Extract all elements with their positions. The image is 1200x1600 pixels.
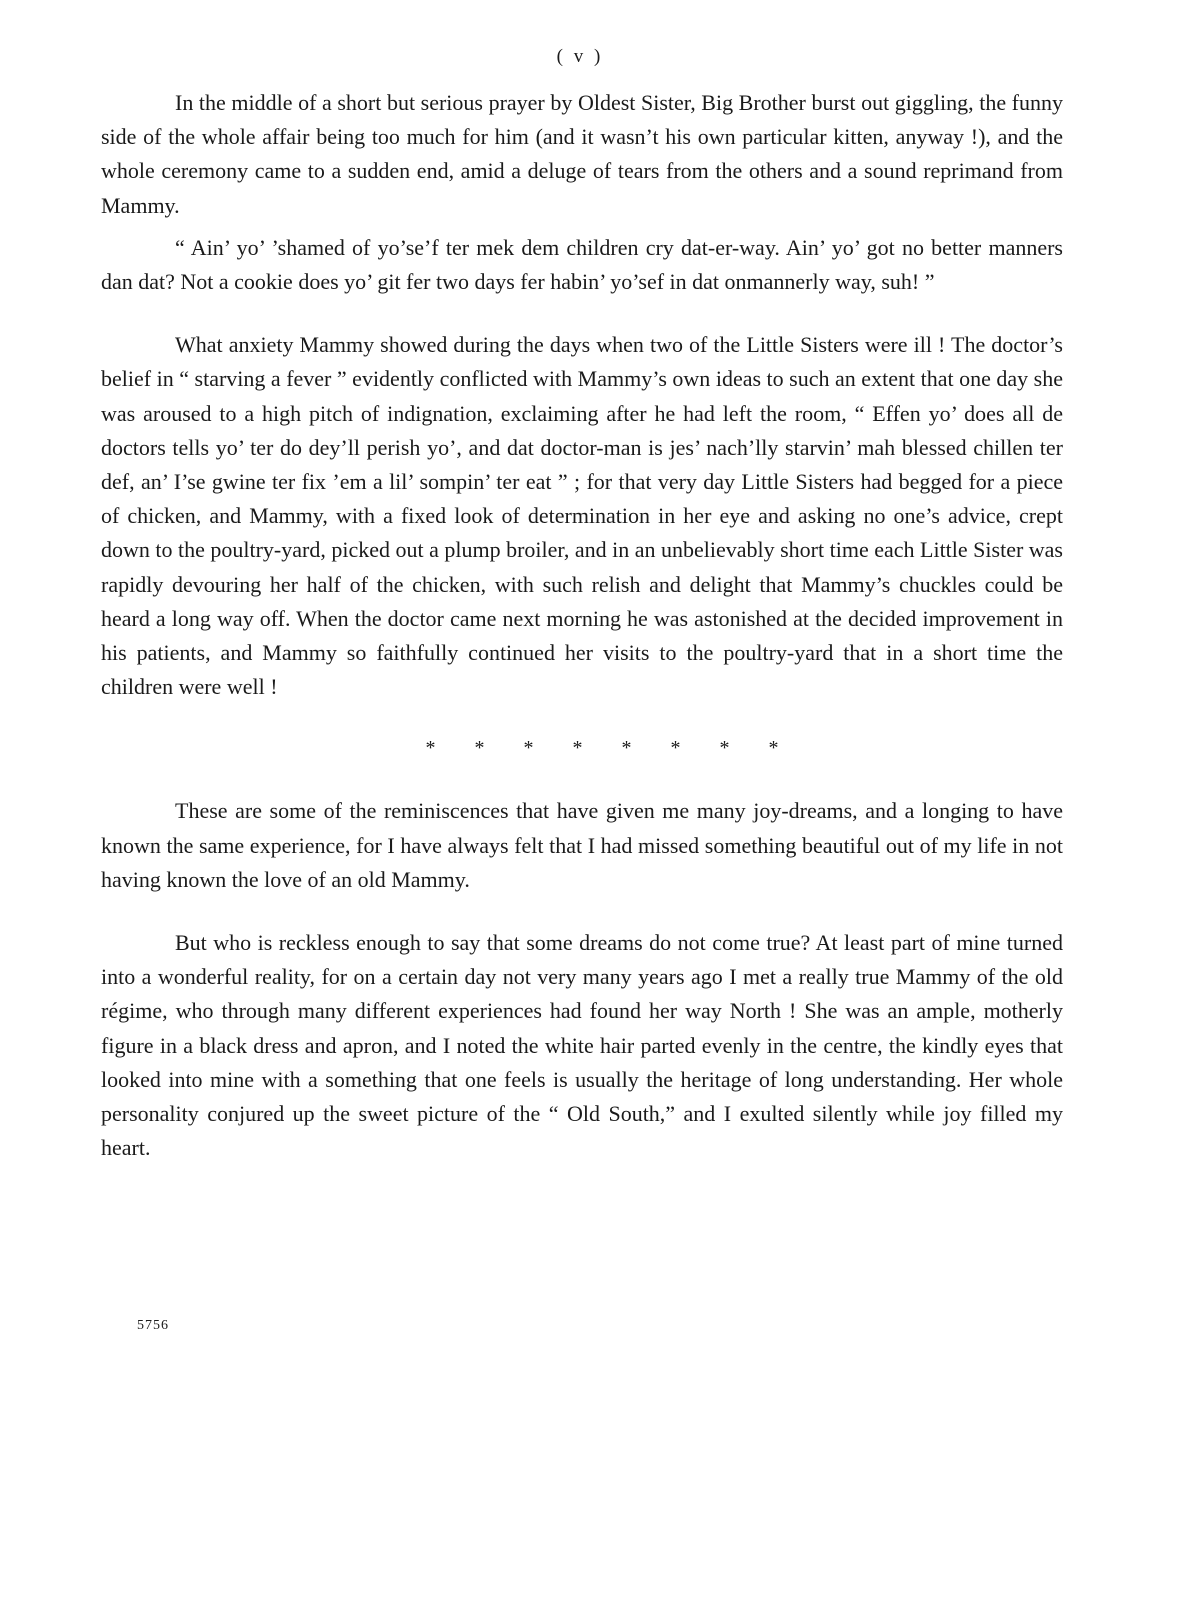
section-separator: * * * * * * * * [425, 737, 779, 760]
paragraph-mammy-reprimand: “ Ain’ yo’ ’shamed of yo’se’f ter mek dem children cry dat-er-way. Ain’ yo’ got no better manners dan dat? Not a cookie does yo’ git fer two days fer habin’ yo’sef in dat onmannerly way, suh! ” [101, 234, 1063, 295]
printer-signature-mark: 5756 [137, 1318, 169, 1333]
paragraph-little-sisters-ill: What anxiety Mammy showed during the days when two of the Little Sisters were ill ! The doctor’s belief in “ starving a fever ” evidently conflicted with Mammy’s own ideas to such an extent that one day she was aroused to a high pitch of indignation, exclaiming after he had left the room, “ Effen yo’ does all de doctors tells yo’ ter do dey’ll perish yo’, and dat doctor-man is jes’ nach’lly starvin’ mah blessed chillen ter def, an’ I’se gwine ter fix ’em a lil’ sompin’ ter eat ” ; for that very day Little Sisters had begged for a piece of chicken, and Mammy, with a fixed look of determination in her eye and asking no one’s advice, crept down to the poultry-yard, picked out a plump broiler, and in an unbelievably short time each Little Sister was rapidly devouring her half of the chicken, with such relish and delight that Mammy’s chuckles could be heard a long way off. When the doctor came next morning he was astonished at the decided improvement in his patients, and Mammy so faithfully continued her visits to the poultry-yard that in a short time the children were well ! [101, 332, 1063, 700]
paragraph-reminiscences: These are some of the reminiscences that have given me many joy-dreams, and a longing to have known the same experience, for I have always felt that I had missed something beautiful out of my life in not having known the love of an old Mammy. [101, 798, 1063, 892]
body-text [101, 86, 1063, 1165]
page-number: ( v ) [556, 46, 604, 67]
paragraph-dreams-come-true: But who is reckless enough to say that some dreams do not come true? At least part of mine turned into a wonderful reality, for on a certain day not very many years ago I met a really true Mammy of the old régime, who through many different experiences had found her way North ! She was an ample, motherly figure in a black dress and apron, and I noted the white hair parted evenly in the centre, the kindly eyes that looked into mine with a something that one feels is usually the heritage of long understanding. Her whole personality conjured up the sweet picture of the “ Old South,” and I exulted silently while joy filled my heart. [101, 930, 1063, 1161]
paragraph-prayer: In the middle of a short but serious prayer by Oldest Sister, Big Brother burst out giggling, the funny side of the whole affair being too much for him (and it wasn’t his own particular kitten, anyway !), and the whole ceremony came to a sudden end, amid a deluge of tears from the others and a sound reprimand from Mammy. [101, 90, 1063, 218]
